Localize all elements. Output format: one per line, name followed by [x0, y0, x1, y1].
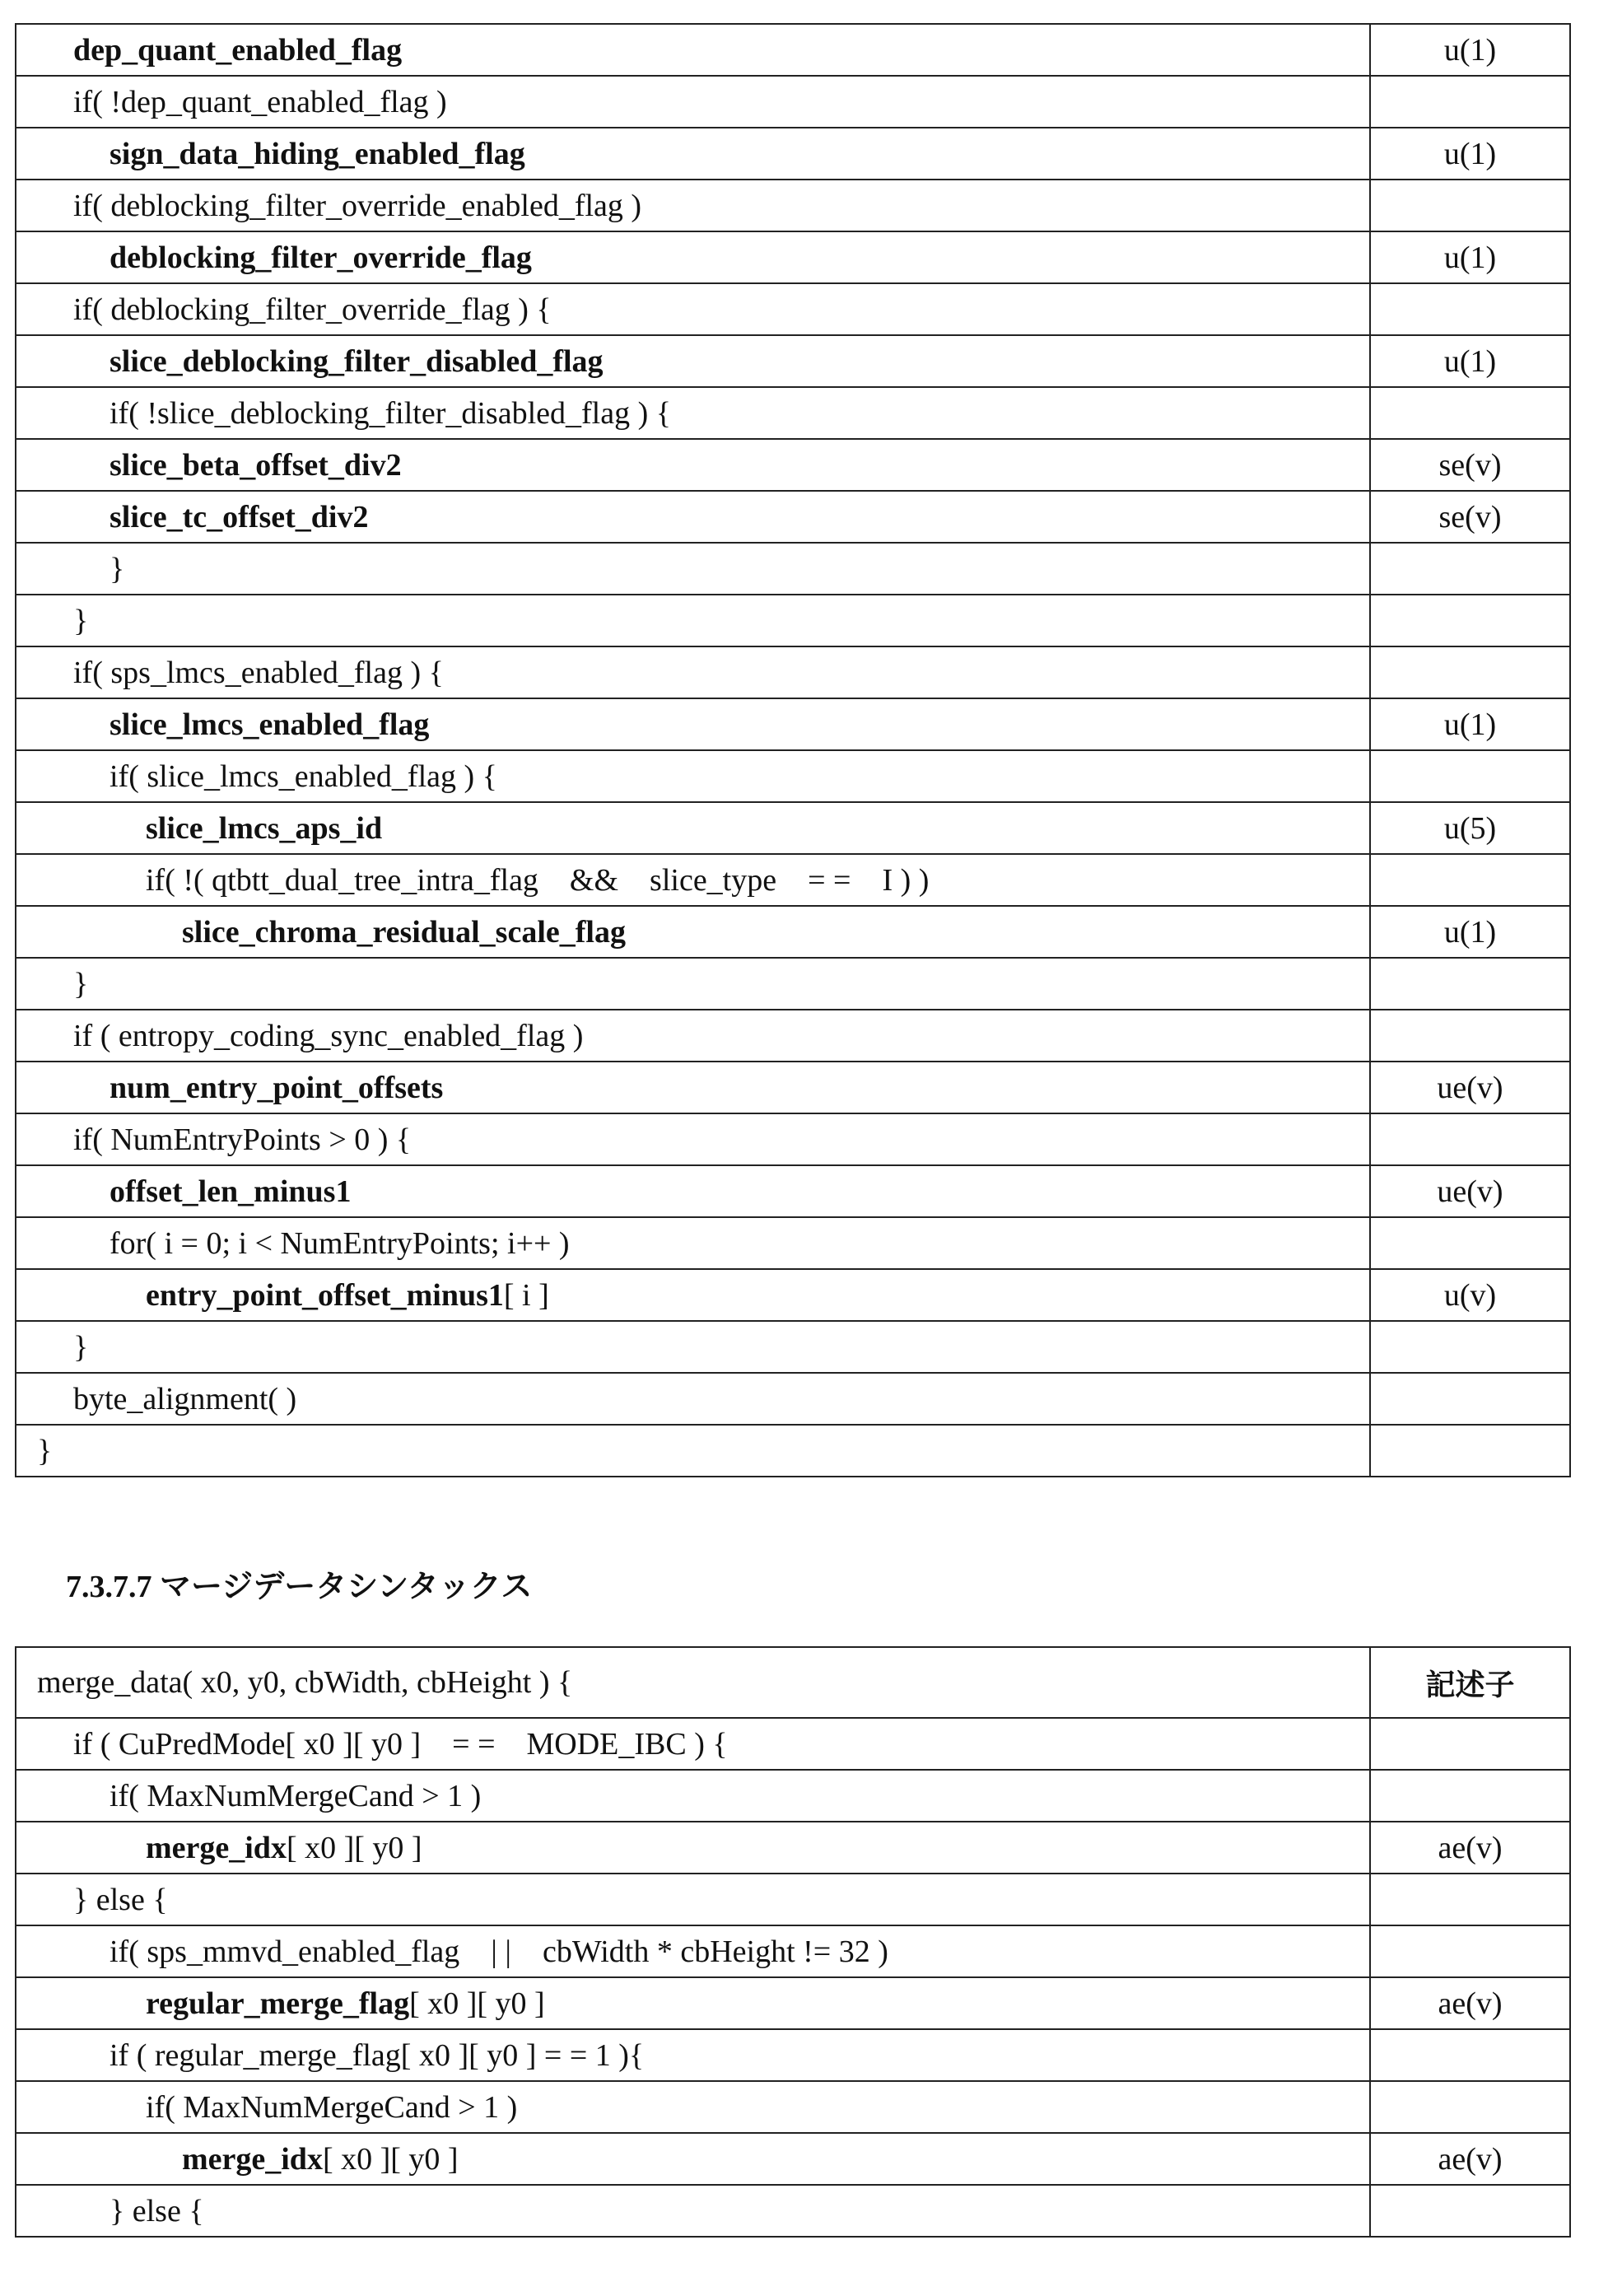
descriptor-cell: ae(v): [1370, 2133, 1570, 2185]
syntax-cell: [16, 2185, 1370, 2237]
descriptor-cell: [1370, 1217, 1570, 1269]
syntax-element-name: sign_data_hiding_enabled_flag: [110, 137, 525, 171]
descriptor-cell: u(1): [1370, 24, 1570, 76]
syntax-cell: [16, 958, 1370, 1010]
table-row: [16, 128, 1570, 180]
table-row: [16, 1822, 1570, 1874]
descriptor-cell: [1370, 595, 1570, 646]
descriptor-cell: ae(v): [1370, 1977, 1570, 2029]
syntax-cell: [16, 543, 1370, 595]
table-row: [16, 1718, 1570, 1770]
syntax-text: } else {: [73, 1883, 168, 1917]
descriptor-cell: u(v): [1370, 1269, 1570, 1321]
syntax-text: if( NumEntryPoints > 0 ) {: [73, 1122, 411, 1157]
table-row: [16, 439, 1570, 491]
syntax-text: [ x0 ][ y0 ]: [323, 2142, 459, 2177]
syntax-cell: [16, 1113, 1370, 1165]
syntax-cell: [16, 491, 1370, 543]
table-row: [16, 1770, 1570, 1822]
table-row: [16, 1113, 1570, 1165]
syntax-text: }: [73, 604, 88, 638]
syntax-cell: [16, 1925, 1370, 1977]
syntax-cell: [16, 1165, 1370, 1217]
syntax-cell: [16, 387, 1370, 439]
descriptor-cell: u(1): [1370, 906, 1570, 958]
syntax-element-name: merge_idx: [146, 1831, 287, 1865]
syntax-cell: [16, 2133, 1370, 2185]
syntax-element-name: slice_chroma_residual_scale_flag: [182, 915, 626, 950]
table-row: [16, 283, 1570, 335]
table-row: [16, 1062, 1570, 1113]
syntax-text: for( i = 0; i < NumEntryPoints; i++ ): [110, 1226, 570, 1261]
table-row: [16, 2029, 1570, 2081]
syntax-text: if( deblocking_filter_override_enabled_flag ): [73, 189, 641, 223]
syntax-text: [ x0 ][ y0 ]: [287, 1831, 422, 1865]
descriptor-cell: [1370, 1373, 1570, 1425]
descriptor-cell: se(v): [1370, 491, 1570, 543]
descriptor-cell: u(1): [1370, 231, 1570, 283]
descriptor-cell: [1370, 2185, 1570, 2237]
table-row: [16, 231, 1570, 283]
descriptor-cell: [1370, 1010, 1570, 1062]
syntax-element-name: slice_tc_offset_div2: [110, 500, 368, 534]
syntax-cell: [16, 1321, 1370, 1373]
descriptor-cell: [1370, 1925, 1570, 1977]
descriptor-cell: [1370, 2081, 1570, 2133]
table-row: [16, 24, 1570, 76]
syntax-cell: [16, 698, 1370, 750]
descriptor-cell: [1370, 1770, 1570, 1822]
syntax-cell: [16, 906, 1370, 958]
section-heading: 7.3.7.7 マージデータシンタックス: [66, 1561, 532, 1606]
descriptor-cell: u(1): [1370, 335, 1570, 387]
descriptor-cell: se(v): [1370, 439, 1570, 491]
descriptor-cell: [1370, 1425, 1570, 1477]
syntax-element-name: deblocking_filter_override_flag: [110, 240, 532, 275]
syntax-text: if( sps_mmvd_enabled_flag | | cbWidth * cbHeight != 32 ): [110, 1934, 888, 1969]
syntax-cell: [16, 128, 1370, 180]
syntax-cell: [16, 646, 1370, 698]
table-row: [16, 491, 1570, 543]
descriptor-cell: [1370, 543, 1570, 595]
descriptor-cell: [1370, 750, 1570, 802]
table-row: [16, 2081, 1570, 2133]
syntax-cell: [16, 1217, 1370, 1269]
table-row: [16, 595, 1570, 646]
table-row: [16, 906, 1570, 958]
descriptor-cell: [1370, 180, 1570, 231]
syntax-cell: [16, 1770, 1370, 1822]
syntax-element-name: slice_deblocking_filter_disabled_flag: [110, 344, 604, 379]
descriptor-cell: ae(v): [1370, 1822, 1570, 1874]
syntax-cell: [16, 335, 1370, 387]
descriptor-header: 記述子: [1370, 1647, 1570, 1718]
syntax-text: }: [110, 552, 124, 586]
syntax-element-name: slice_lmcs_aps_id: [146, 811, 382, 846]
syntax-text: if ( CuPredMode[ x0 ][ y0 ] = = MODE_IBC ) {: [73, 1727, 728, 1762]
table-row: [16, 854, 1570, 906]
syntax-cell: [16, 750, 1370, 802]
table-row: [16, 698, 1570, 750]
descriptor-cell: [1370, 1113, 1570, 1165]
table-row: [16, 646, 1570, 698]
descriptor-cell: [1370, 1874, 1570, 1925]
table-row: [16, 76, 1570, 128]
table-row: [16, 1165, 1570, 1217]
table-row: [16, 543, 1570, 595]
table-header-row: [16, 1647, 1570, 1718]
syntax-cell: [16, 1718, 1370, 1770]
table-row: [16, 1321, 1570, 1373]
syntax-text: if( sps_lmcs_enabled_flag ) {: [73, 656, 444, 690]
table-row: [16, 802, 1570, 854]
table-row: [16, 335, 1570, 387]
syntax-text: if( !dep_quant_enabled_flag ): [73, 85, 447, 119]
descriptor-cell: ue(v): [1370, 1165, 1570, 1217]
table-row: [16, 387, 1570, 439]
table-row: [16, 958, 1570, 1010]
syntax-element-name: num_entry_point_offsets: [110, 1071, 443, 1105]
syntax-text: [ i ]: [504, 1278, 549, 1313]
syntax-cell: [16, 1269, 1370, 1321]
table-row: [16, 1925, 1570, 1977]
syntax-text: }: [37, 1434, 52, 1468]
table-row: [16, 1425, 1570, 1477]
syntax-cell: [16, 1874, 1370, 1925]
syntax-text: } else {: [110, 2194, 204, 2228]
syntax-cell: [16, 1062, 1370, 1113]
syntax-cell: [16, 2029, 1370, 2081]
syntax-cell: [16, 802, 1370, 854]
table-row: [16, 750, 1570, 802]
descriptor-cell: [1370, 646, 1570, 698]
table-row: [16, 1874, 1570, 1925]
syntax-element-name: offset_len_minus1: [110, 1174, 351, 1209]
syntax-element-name: slice_lmcs_enabled_flag: [110, 707, 429, 742]
descriptor-cell: [1370, 1321, 1570, 1373]
syntax-cell: [16, 595, 1370, 646]
syntax-text: if( !( qtbtt_dual_tree_intra_flag && slice_type = = I ) ): [146, 863, 929, 898]
syntax-text: if( deblocking_filter_override_flag ) {: [73, 292, 552, 327]
syntax-cell: [16, 1425, 1370, 1477]
syntax-header: merge_data( x0, y0, cbWidth, cbHeight ) {: [16, 1647, 1370, 1718]
syntax-element-name: entry_point_offset_minus1: [146, 1278, 504, 1313]
descriptor-cell: u(1): [1370, 698, 1570, 750]
table-row: [16, 2133, 1570, 2185]
syntax-text: if ( entropy_coding_sync_enabled_flag ): [73, 1019, 583, 1053]
slice-header-syntax-table: [15, 23, 1571, 1477]
syntax-cell: [16, 283, 1370, 335]
syntax-element-name: dep_quant_enabled_flag: [73, 33, 402, 68]
syntax-text: }: [73, 967, 88, 1001]
descriptor-cell: [1370, 283, 1570, 335]
syntax-cell: [16, 231, 1370, 283]
syntax-cell: [16, 1822, 1370, 1874]
syntax-text: if( slice_lmcs_enabled_flag ) {: [110, 759, 497, 794]
descriptor-cell: [1370, 1718, 1570, 1770]
syntax-text: if( MaxNumMergeCand > 1 ): [146, 2090, 517, 2125]
syntax-cell: [16, 24, 1370, 76]
syntax-text: [ x0 ][ y0 ]: [409, 1986, 545, 2021]
table-row: [16, 2185, 1570, 2237]
syntax-cell: [16, 180, 1370, 231]
merge-data-syntax-table: [15, 1646, 1571, 2238]
syntax-element-name: merge_idx: [182, 2142, 323, 2177]
descriptor-cell: u(5): [1370, 802, 1570, 854]
table-row: [16, 1373, 1570, 1425]
table-row: [16, 180, 1570, 231]
syntax-element-name: regular_merge_flag: [146, 1986, 409, 2021]
descriptor-cell: [1370, 76, 1570, 128]
syntax-text: if ( regular_merge_flag[ x0 ][ y0 ] = = 1 ){: [110, 2038, 644, 2073]
descriptor-cell: [1370, 387, 1570, 439]
syntax-cell: [16, 1010, 1370, 1062]
descriptor-cell: ue(v): [1370, 1062, 1570, 1113]
syntax-cell: [16, 1977, 1370, 2029]
descriptor-cell: [1370, 854, 1570, 906]
descriptor-cell: [1370, 2029, 1570, 2081]
table-row: [16, 1010, 1570, 1062]
syntax-cell: [16, 2081, 1370, 2133]
syntax-element-name: slice_beta_offset_div2: [110, 448, 402, 483]
syntax-text: if( MaxNumMergeCand > 1 ): [110, 1779, 481, 1813]
table-row: [16, 1269, 1570, 1321]
syntax-text: byte_alignment( ): [73, 1382, 296, 1416]
descriptor-cell: u(1): [1370, 128, 1570, 180]
syntax-text: }: [73, 1330, 88, 1365]
syntax-cell: [16, 854, 1370, 906]
syntax-cell: [16, 1373, 1370, 1425]
descriptor-cell: [1370, 958, 1570, 1010]
syntax-cell: [16, 76, 1370, 128]
table-row: [16, 1217, 1570, 1269]
table-row: [16, 1977, 1570, 2029]
syntax-cell: [16, 439, 1370, 491]
syntax-text: if( !slice_deblocking_filter_disabled_flag ) {: [110, 396, 671, 431]
